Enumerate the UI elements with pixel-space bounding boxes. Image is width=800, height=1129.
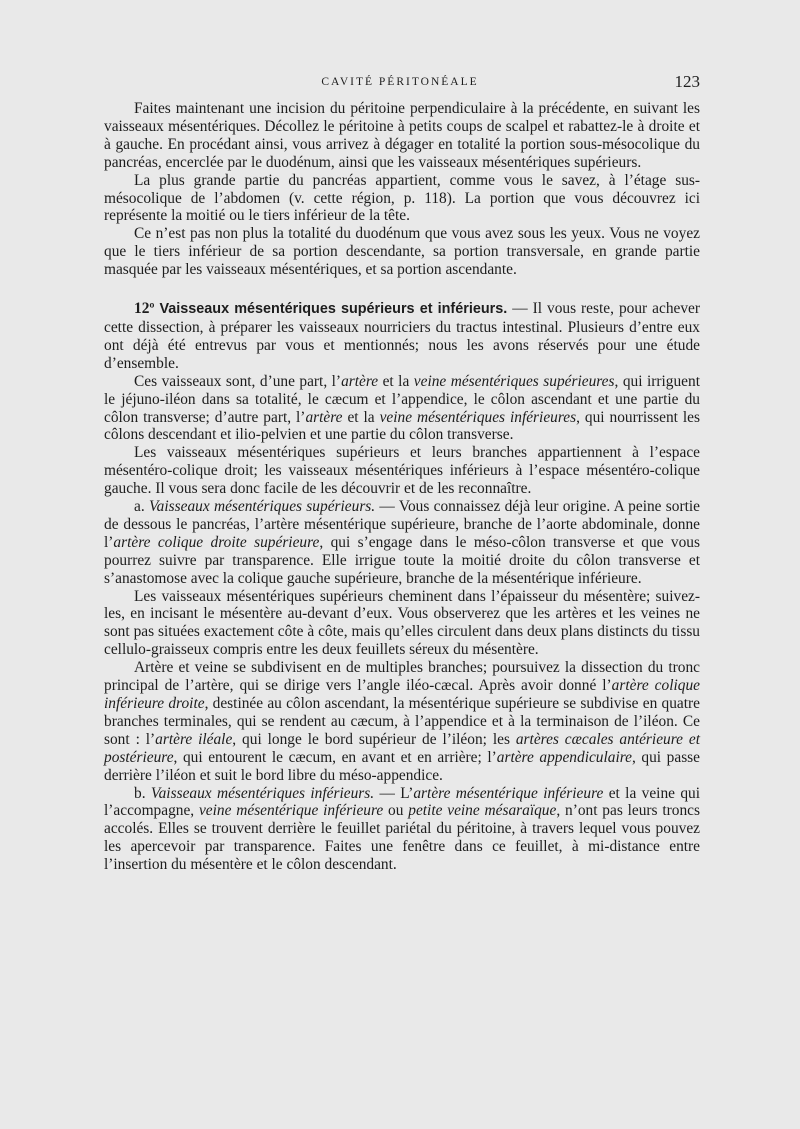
italic-term: artère colique inférieure droite [104,677,700,712]
section-title: Vaisseaux mésentériques supérieurs et inférieurs. [159,301,508,318]
text-run: , qui irriguent le jéjuno-iléon dans sa totalité, le cæcum et l’appendice, le côlon ascendant et une partie du côlon transverse; d’autre part, l’ [104,372,700,426]
text-run: et la [342,408,380,426]
italic-subheading: Vaisseaux mésentériques supérieurs. [148,498,376,516]
text-run: , qui entourent le cæcum, en avant et en arrière; l’ [173,748,497,766]
page-number: 123 [674,72,700,91]
paragraph-vessels [104,373,700,445]
italic-term: artères cæcales antérieure et postérieure [104,730,700,766]
text-run: — L’ [374,784,414,802]
section-number: 12º [134,300,155,318]
paragraph-superior-vessels [104,498,700,588]
section-heading-paragraph [104,300,700,373]
section-intro: — Il vous reste, pour achever cette dissection, à préparer les vaisseaux nourriciers du tractus intestinal. Plusieurs d’entre eux ont déjà été entrevus par vous et mentionnés; nous les avons réservés pour une étude d’ensemble. [104,300,701,372]
page-body [104,100,700,874]
paragraph-inferior-vessels [104,785,700,875]
italic-term: artère iléale [155,730,233,748]
text-run: et la veine qui l’accompagne, [104,784,701,820]
italic-term: artère appendiculaire [496,748,632,766]
paragraph-branches [104,659,700,784]
paragraph-incision: Faites maintenant une incision du péritoine perpendiculaire à la précédente, en suivant les vaisseaux mésentériques. Décollez le péritoine à petits coups de scalpel et rabattez-le à droite et à gauche. En procédant ainsi, vous arrivez à dégager en totalité la portion sous-mésocolique du pancréas, encerclée par le duodénum, ainsi que les vaisseaux mésentériques supérieurs. [104,100,700,171]
text-run: — Vous connaissez déjà leur origine. A peine sortie de dessous le pancréas, l’artère mésentérique supérieure, branche de l’aorte abdominale, donne l’ [104,498,700,551]
italic-term: artère [305,408,343,426]
text-run: , destinée au côlon ascendant, la mésentérique supérieure se subdivise en quatre branches terminales, qui se rendent au cæcum, à l’appendice et à la terminaison de l’iléon. Ce sont : l’ [104,695,700,748]
paragraph-mesentery: Les vaisseaux mésentériques supérieurs cheminent dans l’épaisseur du mésentère; suivez-les, en incisant le mésentère au-devant d’eux. Vous observerez que les artères et les veines ne sont pas situées exactement côte à côte, mais qu’elles circulent dans deux plans distincts du tissu cellulo-graisseux compris entre les deux feuillets séreux du mésentère. [104,587,700,659]
paragraph-spaces: Les vaisseaux mésentériques supérieurs et leurs branches appartiennent à l’espace mésentéro-colique droit; les vaisseaux mésentériques inférieurs à l’espace mésentéro-colique gauche. Il vous sera donc facile de les découvrir et de les reconnaître. [104,444,700,498]
running-title: CAVITÉ PÉRITONÉALE [321,76,479,88]
italic-subheading: Vaisseaux mésentériques inférieurs. [150,784,375,802]
italic-term: artère colique droite supérieure [113,533,320,551]
text-run: , qui nourrissent les côlons descendant et ilio-pelvien et une partie du côlon transverse. [104,408,700,444]
text-run: , n’ont pas leurs troncs accolés. Elles se trouvent derrière le feuillet pariétal du péritoine, à travers lequel vous pouvez les apercevoir par transparence. Faites une fenêtre dans ce feuillet, à mi-distance entre l’insertion du mésentère et le côlon descendant. [104,802,700,874]
italic-term: petite veine mésaraïque [408,802,557,820]
italic-term: artère mésentérique inférieure [413,784,604,802]
page-header [100,72,700,96]
text-run: Artère et veine se subdivisent en de multiples branches; poursuivez la dissection du tronc principal de l’artère, qui se dirige vers l’angle iléo-cæcal. Après avoir donné l’ [104,659,700,695]
italic-term: veine mésentérique inférieure [198,802,384,820]
italic-term: veine mésentériques supérieures [413,372,615,390]
text-run: et la [378,372,414,390]
text-run: ou [383,802,409,820]
paragraph-duodenum: Ce n’est pas non plus la totalité du duodénum que vous avez sous les yeux. Vous ne voyez que le tiers inférieur de sa portion descendante, sa portion transversale, en grande partie masquée par les vaisseaux mésentériques, et sa portion ascendante. [104,225,700,279]
text-run: Ces vaisseaux sont, d’une part, l’ [134,372,342,390]
text-run: , qui passe derrière l’iléon et suit le bord libre du méso-appendice. [104,748,700,784]
text-run: , qui longe le bord supérieur de l’iléon; les [232,730,516,748]
italic-term: veine mésentériques inférieures [379,408,577,426]
paragraph-pancreas: La plus grande partie du pancréas appartient, comme vous le savez, à l’étage sus-mésocolique de l’abdomen (v. cette région, p. 118). La portion que vous découvrez ici représente la moitié ou le tiers inférieur de la tête. [104,171,700,225]
section-gap [104,279,700,300]
list-label: a. [134,498,149,516]
text-run: , qui s’engage dans le méso-côlon transverse et que vous pourrez suivre par transparence. Elle irrigue toute la moitié droite du côlon transverse et s’anastomose avec la colique gauche supérieure, branche de la mésentérique inférieure. [104,533,700,587]
list-label: b. [134,784,151,802]
italic-term: artère [341,372,379,390]
